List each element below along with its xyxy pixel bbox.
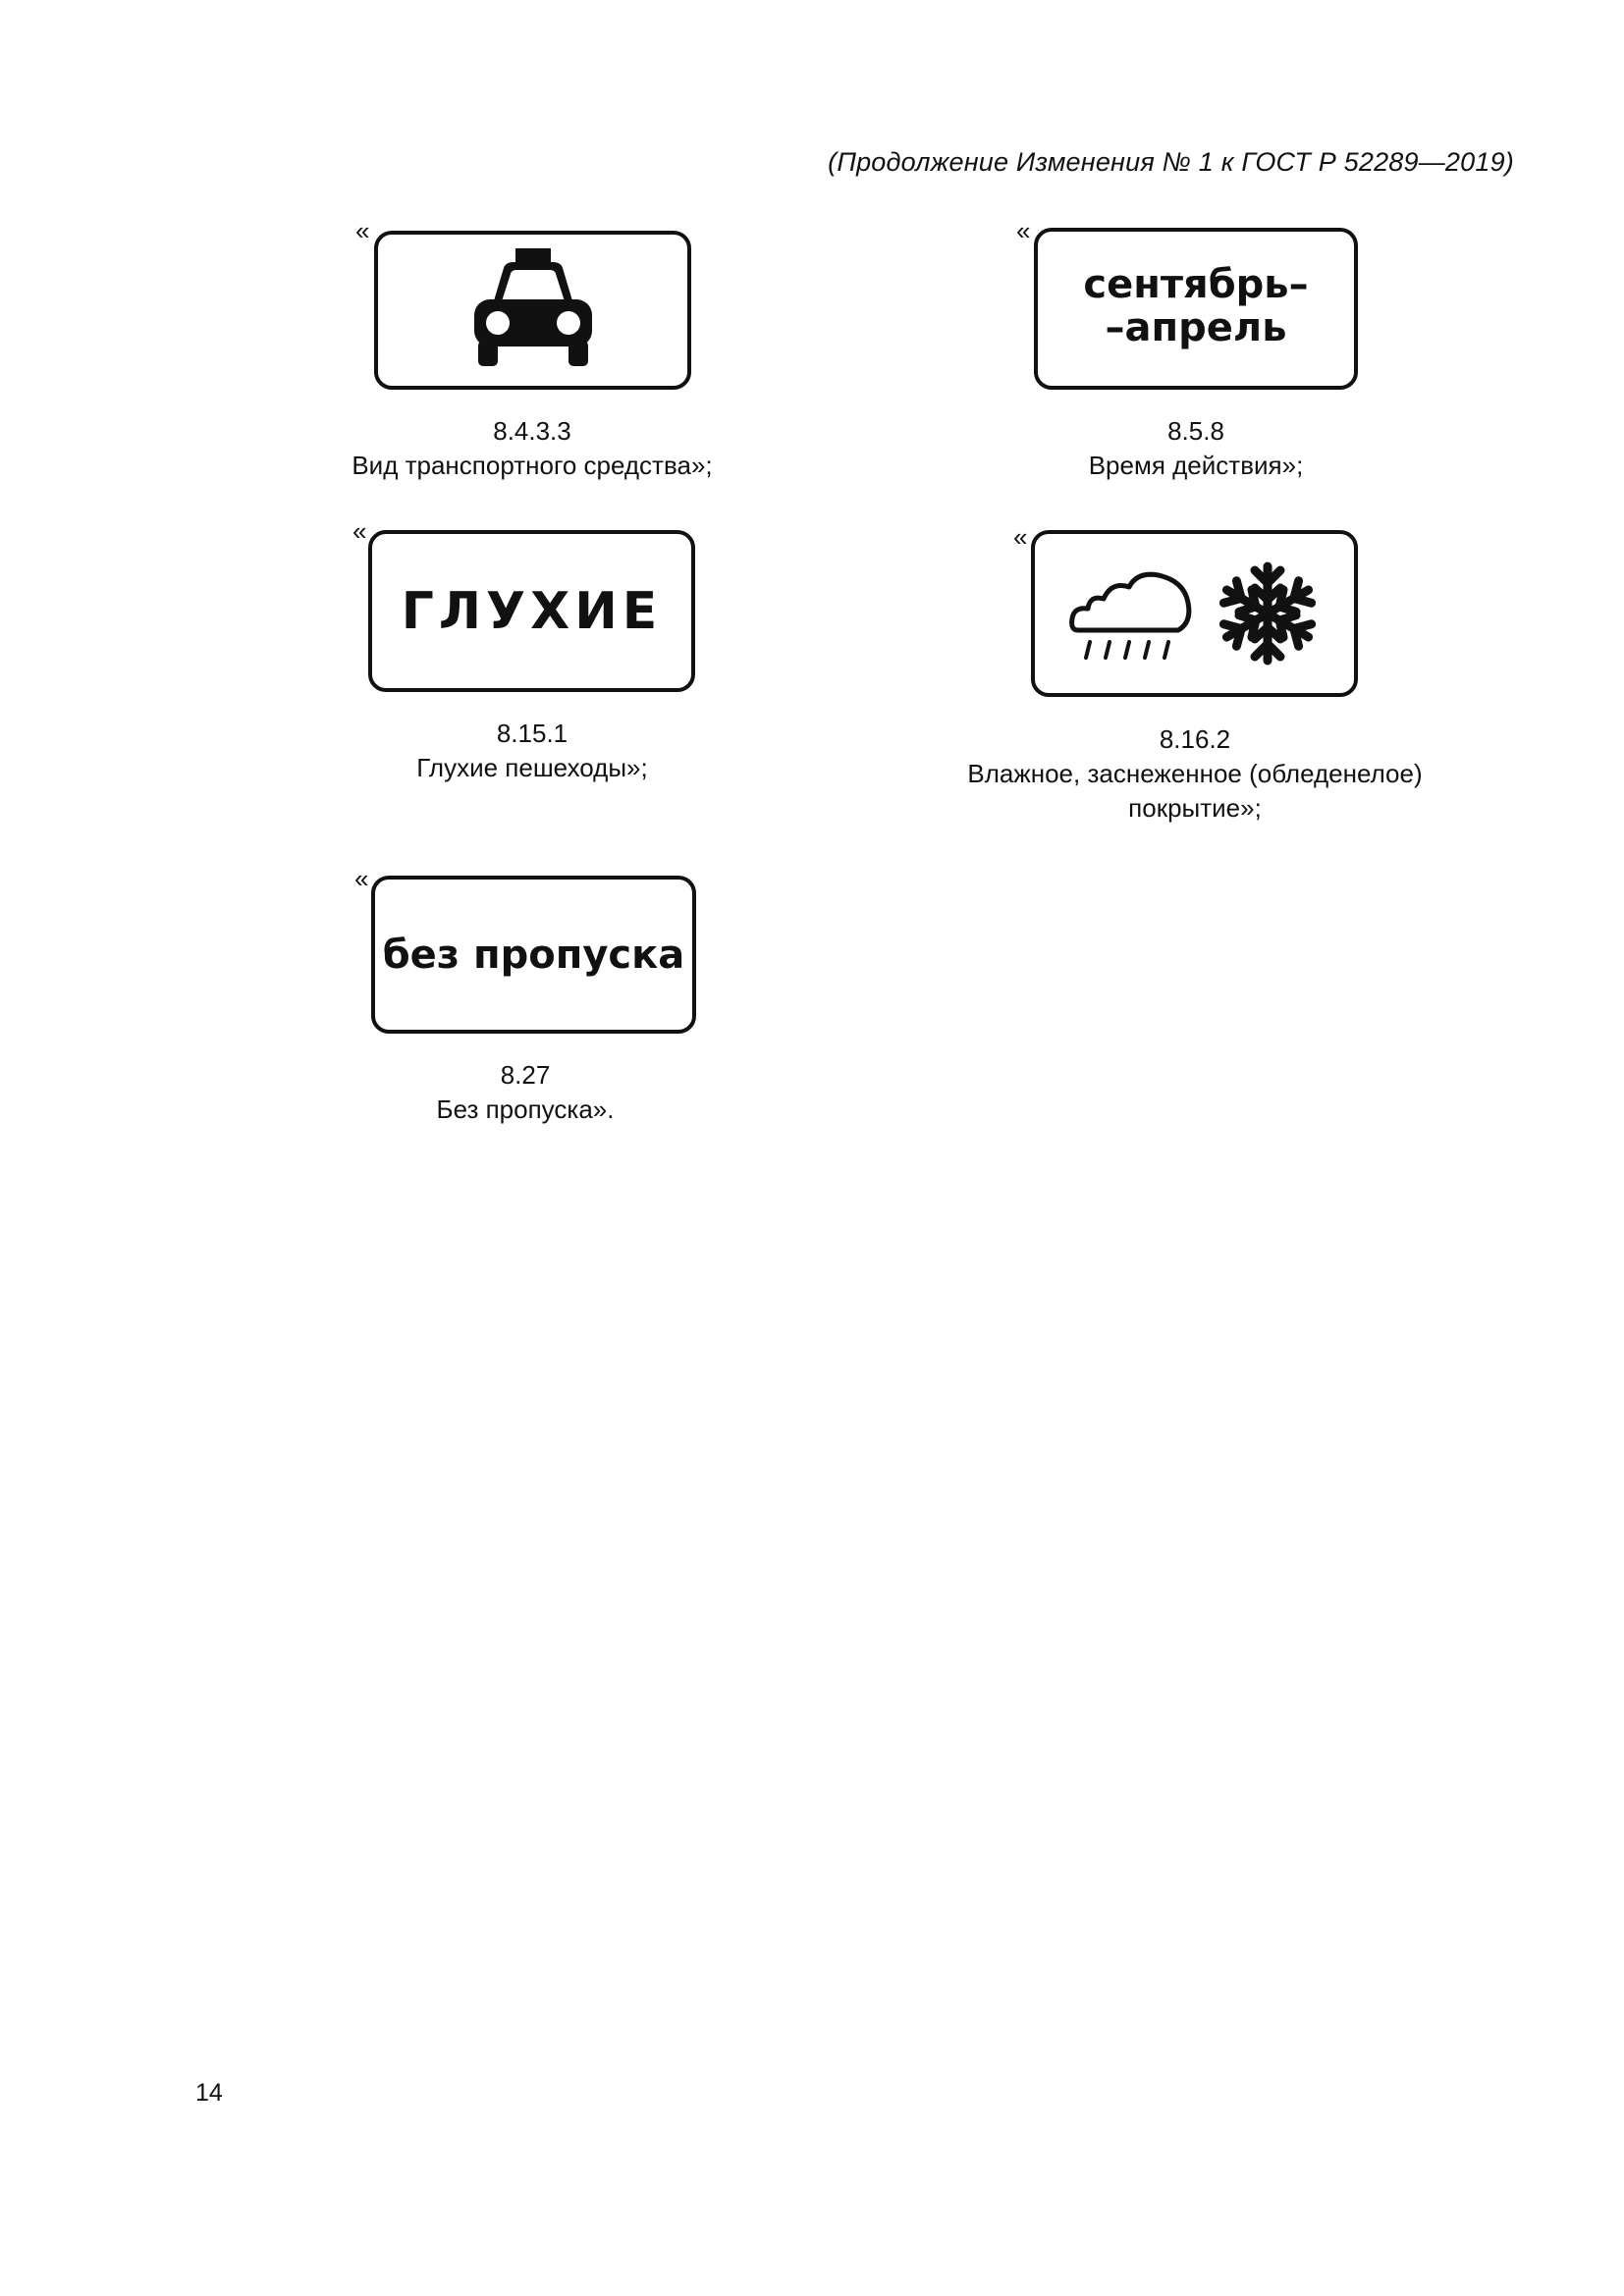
sign-8-15-1 — [368, 530, 695, 692]
sign-caption: Глухие пешеходы»; — [416, 753, 648, 782]
rain-cloud-icon — [1068, 560, 1196, 667]
sign-code: 8.5.8 — [1167, 416, 1224, 446]
open-quote: « — [354, 864, 369, 893]
caption-8-15-1 — [287, 717, 778, 785]
sign-text: без пропуска — [382, 932, 685, 978]
open-quote: « — [1013, 522, 1028, 552]
sign-caption: Влажное, заснеженное (обледенелое) — [967, 759, 1423, 788]
document-header: (Продолжение Изменения № 1 к ГОСТ Р 52289—2019) — [828, 147, 1514, 177]
sign-code: 8.15.1 — [496, 719, 568, 748]
sign-caption-continued: покрытие»; — [1128, 793, 1262, 823]
sign-code: 8.4.3.3 — [493, 416, 571, 446]
open-quote: « — [352, 516, 367, 546]
sign-8-16-2 — [1031, 530, 1358, 697]
open-quote: « — [1016, 216, 1031, 245]
snowflake-icon — [1214, 560, 1322, 667]
sign-text: ГЛУХИЕ — [401, 581, 663, 641]
sign-8-27 — [371, 876, 696, 1034]
sign-caption: Время действия»; — [1088, 451, 1304, 480]
sign-code: 8.16.2 — [1159, 724, 1231, 754]
sign-caption: Без пропуска». — [436, 1095, 615, 1124]
sign-code: 8.27 — [500, 1060, 551, 1090]
sign-caption: Вид транспортного средства»; — [352, 451, 713, 480]
page-number: 14 — [195, 2079, 223, 2107]
sign-8-4-3-3 — [374, 231, 691, 390]
car-icon — [464, 246, 602, 374]
open-quote: « — [355, 216, 370, 245]
caption-8-5-8 — [950, 414, 1441, 483]
sign-text: сентябрь– –апрель — [1083, 261, 1309, 350]
sign-8-5-8 — [1034, 228, 1358, 390]
caption-8-4-3-3 — [287, 414, 778, 483]
caption-8-27 — [280, 1058, 771, 1127]
caption-8-16-2 — [900, 722, 1489, 826]
